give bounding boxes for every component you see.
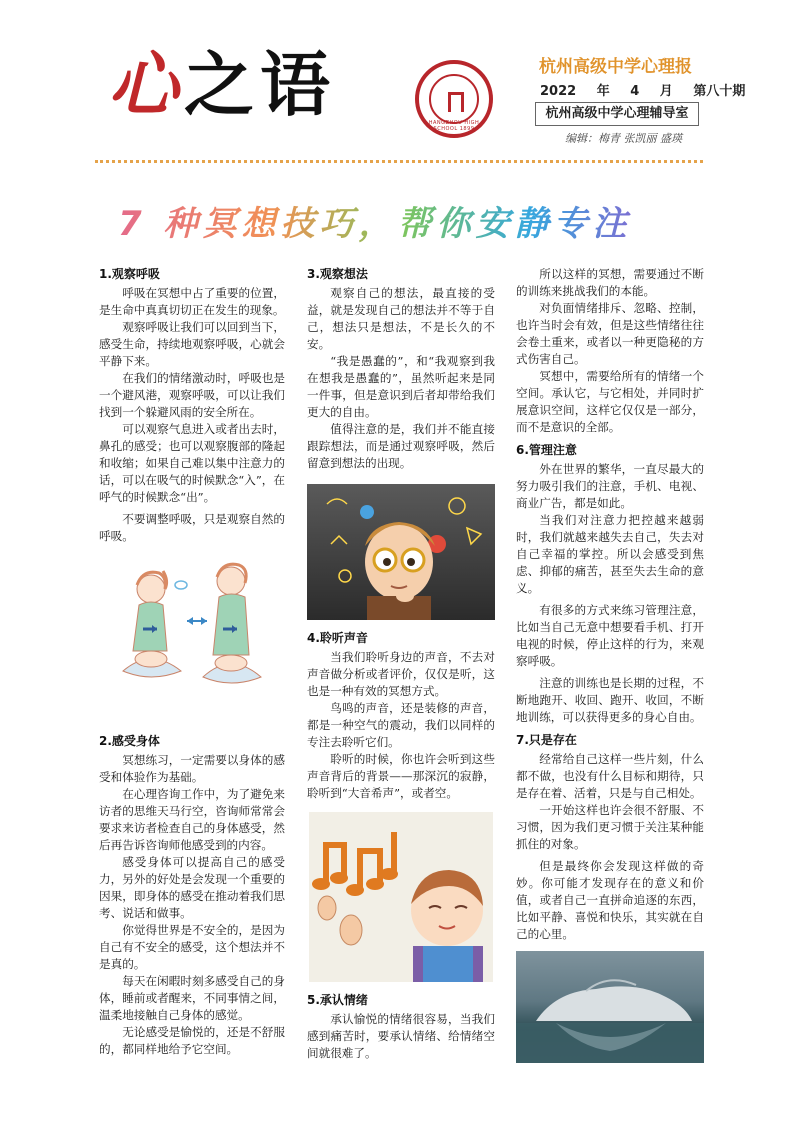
paragraph: 观察自己的想法，最直接的受益，就是发现自己的想法并不等于自己，想法只是想法，不是长久的不安。	[307, 286, 495, 351]
paragraph: 承认愉悦的情绪很容易，当我们感到痛苦时，要承认情绪、给情绪空间就很难了。	[307, 1012, 495, 1060]
office-box: 杭州高级中学心理辅导室	[535, 102, 699, 126]
seal-text: HANGZHOU HIGH SCHOOL 1899	[428, 120, 480, 132]
section-observe-breath	[99, 266, 285, 545]
paragraph: 当我们对注意力把控越来越弱时，我们就越来越失去自己，失去对自己幸福的掌控。所以会感受到焦虑、抑郁的痛苦，甚至失去生命的意义。	[516, 513, 704, 595]
column-1	[99, 266, 285, 1064]
thinking-boy-photo	[307, 484, 495, 620]
editors: 编辑：梅青 张凯丽 盛瑛	[565, 132, 682, 145]
section-observe-thoughts	[307, 266, 495, 472]
section-title: 3.观察想法	[307, 267, 368, 281]
paragraph: 当我们聆听身边的声音，不去对声音做分析或者评价，仅仅是听，这也是一种有效的冥想方式。	[307, 650, 495, 698]
paragraph: 但是最终你会发现这样做的奇妙。你可能才发现存在的意义和价值，或者自己一直拼命追逐的东西，比如平静、喜悦和快乐，其实就在自己的心里。	[516, 859, 704, 941]
paragraph: 有很多的方式来练习管理注意，比如当自己无意中想要看手机、打开电视的时候，停止这样的行为，来观察呼吸。	[516, 603, 704, 668]
issue-date: 2022 年 4 月 第八十期	[540, 84, 746, 99]
paragraph: 冥想练习，一定需要以身体的感受和体验作为基础。	[99, 753, 285, 784]
section-just-be	[516, 732, 704, 943]
section-title: 7.只是存在	[516, 733, 577, 747]
section-title: 2.感受身体	[99, 734, 160, 748]
paragraph: 值得注意的是，我们并不能直接跟踪想法，而是通过观察呼吸，然后留意到想法的出现。	[307, 422, 495, 470]
dotted-divider	[95, 160, 703, 163]
paragraph: 可以观察气息进入或者出去时，鼻孔的感受；也可以观察腹部的隆起和收缩；如果自己难以集中注意力的话，可以在吸气的时候默念“入”，在呼气的时候默念“出”。	[99, 422, 285, 504]
column-2	[307, 266, 495, 1068]
section-acknowledge-emotions-cont	[516, 266, 704, 436]
section-title: 6.管理注意	[516, 443, 577, 457]
paragraph: “我是愚蠢的”，和“我观察到我在想我是愚蠢的”，虽然听起来是同一件事，但是意识到后者却带给我们更大的自由。	[307, 354, 495, 419]
paragraph: 经常给自己这样一些片刻，什么都不做，也没有什么目标和期待，只是存在着、活着，只是与自己相处。	[516, 752, 704, 800]
section-title: 5.承认情绪	[307, 993, 368, 1007]
paragraph: 感受身体可以提高自己的感受力，另外的好处是会发现一个重要的因果，即身体的感受在推动着我们思考、说话和做事。	[99, 855, 285, 920]
paragraph: 无论感受是愉悦的，还是不舒服的，都同样地给予它空间。	[99, 1025, 285, 1056]
paragraph: 观察呼吸让我们可以回到当下，感受生命，持续地观察呼吸，心就会平静下来。	[99, 320, 285, 368]
column-3	[516, 266, 704, 1063]
face-in-water-photo	[516, 951, 704, 1063]
section-title: 4.聆听声音	[307, 631, 368, 645]
paragraph: 呼吸在冥想中占了重要的位置，是生命中真真切切正在发生的现象。	[99, 286, 285, 317]
paragraph: 一开始这样也许会很不舒服、不习惯，因为我们更习惯于关注某种能抓住的对象。	[516, 803, 704, 851]
section-feel-body	[99, 733, 285, 1058]
logo: 心之语	[108, 43, 336, 126]
section-title: 1.观察呼吸	[99, 267, 160, 281]
meditation-illustration	[103, 559, 283, 717]
listening-boy-illustration	[309, 812, 493, 982]
paragraph: 鸟鸣的声音，还是装修的声音，都是一种空气的震动，我们以同样的专注去聆听它们。	[307, 701, 495, 749]
paragraph: 对负面情绪排斥、忽略、控制，也许当时会有效，但是这些情绪往往会卷土重来，或者以一种更隐秘的方式伤害自己。	[516, 301, 704, 366]
headline: 7 种冥想技巧，帮你安静专注	[118, 196, 632, 245]
paragraph: 冥想中，需要给所有的情绪一个空间。承认它，与它相处，并同时扩展意识空间，这样它仅仅是一部分，而不是意识的全部。	[516, 369, 704, 434]
newspaper-name: 杭州高级中学心理报	[539, 57, 692, 77]
paragraph: 在心理咨询工作中，为了避免来访者的思维天马行空，咨询师常常会要求来访者检查自己的身体感受，然后再告诉咨询师他感受到的内容。	[99, 787, 285, 852]
paragraph: 外在世界的繁华，一直尽最大的努力吸引我们的注意，手机、电视、商业广告，都是如此。	[516, 462, 704, 510]
paragraph: 你觉得世界是不安全的，是因为自己有不安全的感受，这个想法并不是真的。	[99, 923, 285, 971]
paragraph: 聆听的时候，你也许会听到这些声音背后的背景——那深沉的寂静，聆听到“大音希声”，或者空。	[307, 752, 495, 800]
section-listen-sounds	[307, 630, 495, 802]
school-seal-icon	[415, 60, 493, 138]
paragraph: 不要调整呼吸，只是观察自然的呼吸。	[99, 512, 285, 543]
paragraph: 在我们的情绪激动时，呼吸也是一个避风港，观察呼吸，可以让我们找到一个躲避风雨的安全所在。	[99, 371, 285, 419]
paragraph: 所以这样的冥想，需要通过不断的训练来挑战我们的本能。	[516, 267, 704, 298]
section-acknowledge-emotions	[307, 992, 495, 1062]
masthead	[0, 0, 800, 170]
paragraph: 注意的训练也是长期的过程，不断地跑开、收回、跑开、收回，不断地训练，可以获得更多的身心自由。	[516, 676, 704, 724]
paragraph: 每天在闲暇时刻多感受自己的身体，睡前或者醒来，不同事情之间，温柔地接触自己身体的感觉。	[99, 974, 285, 1022]
section-manage-attention	[516, 442, 704, 726]
